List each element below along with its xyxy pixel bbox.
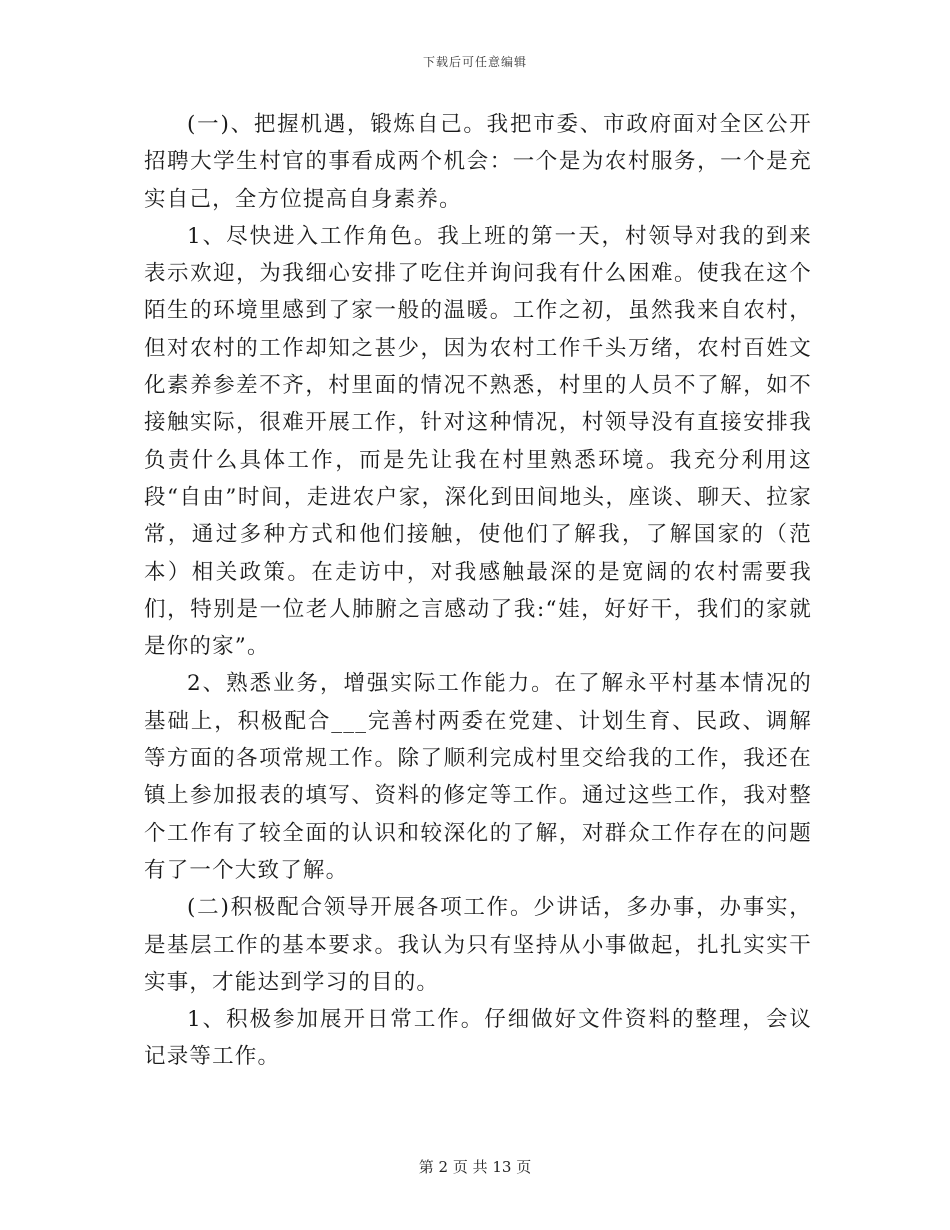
paragraph: (二)积极配合领导开展各项工作。少讲话，多办事，办事实，是基层工作的基本要求。我认为只有坚持从小事做起，扎扎实实干实事，才能达到学习的目的。	[144, 895, 812, 995]
document-body	[144, 106, 812, 1076]
paragraph: 1、尽快进入工作角色。我上班的第一天，村领导对我的到来表示欢迎，为我细心安排了吃住并询问我有什么困难。使我在这个陌生的环境里感到了家一般的温暖。工作之初，虽然我来自农村，但对农村的工作却知之甚少，因为农村工作千头万绪，农村百姓文化素养参差不齐，村里面的情况不熟悉，村里的人员不了解，如不接触实际，很难开展工作，针对这种情况，村领导没有直接安排我负责什么具体工作，而是先让我在村里熟悉环境。我充分利用这段“自由”时间，走进农户家，深化到田间地头，座谈、聊天、拉家常，通过多种方式和他们接触，使他们了解我，了解国家的（范本）相关政策。在走访中，对我感触最深的是宽阔的农村需要我们，特别是一位老人肺腑之言感动了我:“娃，好好干，我们的家就是你的家”。	[144, 223, 812, 660]
paragraph: (一)、把握机遇，锻炼自己。我把市委、市政府面对全区公开招聘大学生村官的事看成两个机会：一个是为农村服务，一个是充实自己，全方位提高自身素养。	[144, 112, 812, 212]
page-number: 第 2 页 共 13 页	[418, 1158, 532, 1176]
paragraph: 2、熟悉业务，增强实际工作能力。在了解永平村基本情况的基础上，积极配合___完善村两委在党建、计划生育、民政、调解等方面的各项常规工作。除了顺利完成村里交给我的工作，我还在镇上参加报表的填写、资料的修定等工作。通过这些工作，我对整个工作有了较全面的认识和较深化的了解，对群众工作存在的问题有了一个大致了解。	[144, 671, 812, 883]
paragraph: 1、积极参加展开日常工作。仔细做好文件资料的整理，会议记录等工作。	[144, 1007, 812, 1070]
page-header-note: 下载后可任意编辑	[422, 55, 527, 69]
